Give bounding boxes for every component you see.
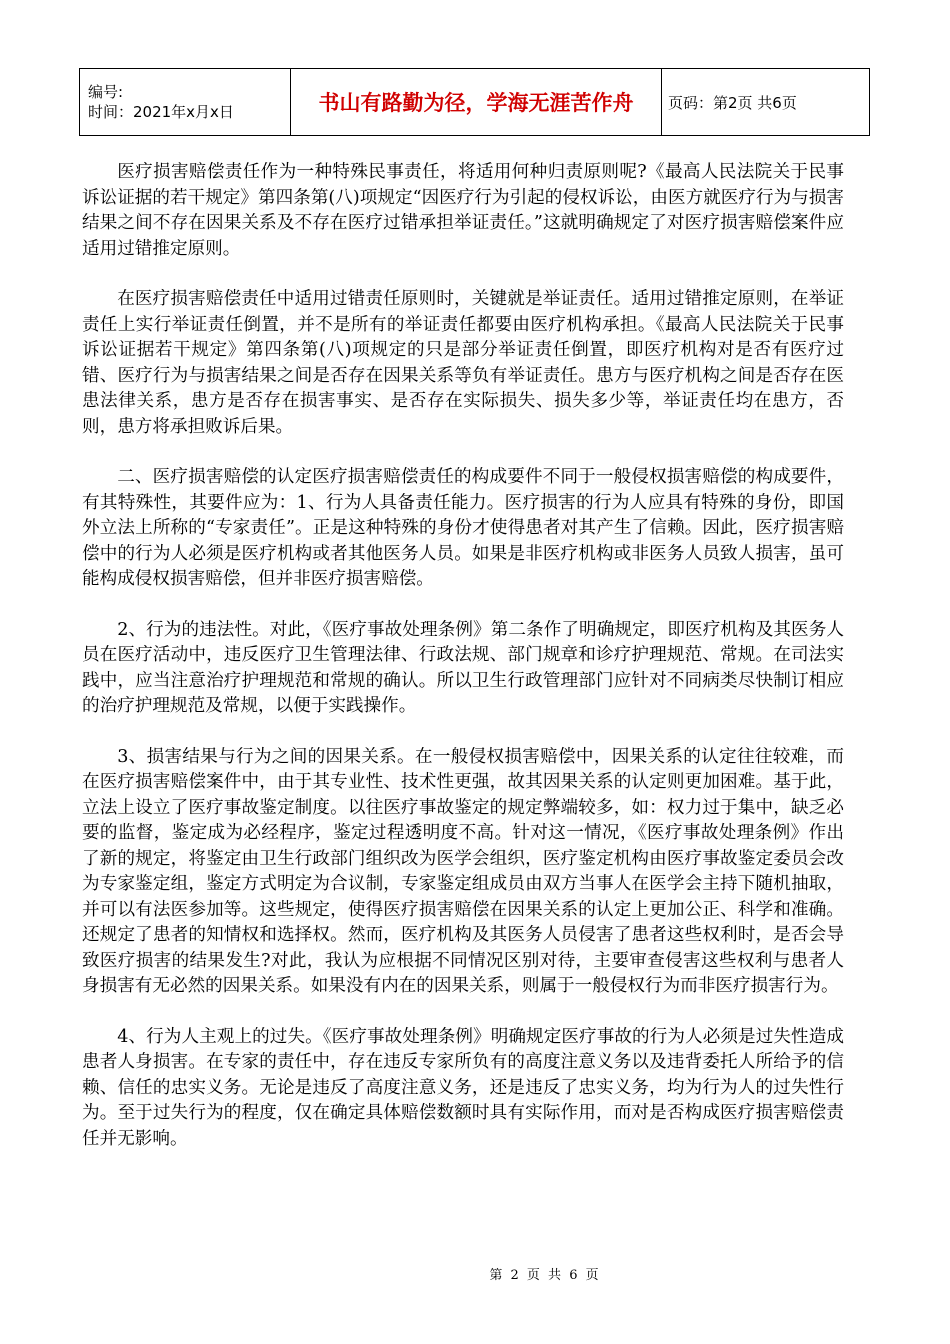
header-table bbox=[79, 68, 870, 136]
paragraph: 二、医疗损害赔偿的认定医疗损害赔偿责任的构成要件不同于一般侵权损害赔偿的构成要件，有其特殊性，其要件应为：1、行为人具备责任能力。医疗损害的行为人应具有特殊的身份，即国外立法上所称的“专家责任”。正是这种特殊的身份才使得患者对其产生了信赖。因此，医疗损害赔偿中的行为人必须是医疗机构或者其他医务人员。如果是非医疗机构或非医务人员致人损害，虽可能构成侵权损害赔偿，但并非医疗损害赔偿。 bbox=[82, 467, 844, 589]
paragraph: 医疗损害赔偿责任作为一种特殊民事责任，将适用何种归责原则呢?《最高人民法院关于民事诉讼证据的若干规定》第四条第(八)项规定“因医疗行为引起的侵权诉讼，由医方就医疗行为与损害结果之间不存在因果关系及不存在医疗过错承担举证责任。”这就明确规定了对医疗损害赔偿案件应适用过错推定原则。 bbox=[82, 162, 844, 259]
page-footer: 第 2 页 共 6 页 bbox=[489, 1268, 601, 1283]
document-number-label: 编号: bbox=[88, 83, 124, 101]
paragraph: 3、损害结果与行为之间的因果关系。在一般侵权损害赔偿中，因果关系的认定往往较难，而在医疗损害赔偿案件中，由于其专业性、技术性更强，故其因果关系的认定则更加困难。基于此，立法上设立了医疗事故鉴定制度。以往医疗事故鉴定的规定弊端较多，如：权力过于集中，缺乏必要的监督，鉴定成为必经程序，鉴定过程透明度不高。针对这一情况，《医疗事故处理条例》作出了新的规定，将鉴定由卫生行政部门组织改为医学会组织，医疗鉴定机构由医疗事故鉴定委员会改为专家鉴定组，鉴定方式明定为合议制，专家鉴定组成员由双方当事人在医学会主持下随机抽取，并可以有法医参加等。这些规定，使得医疗损害赔偿在因果关系的认定上更加公正、科学和准确。还规定了患者的知情权和选择权。然而，医疗机构及其医务人员侵害了患者这些权利时，是否会导致医疗损害的结果发生?对此，我认为应根据不同情况区别对待，主要审查侵害这些权利与患者人身损害有无必然的因果关系。如果没有内在的因果关系，则属于一般侵权行为而非医疗损害行为。 bbox=[82, 746, 844, 996]
header-page-info: 页码：第2页 共6页 bbox=[662, 69, 870, 136]
paragraph: 4、行为人主观上的过失。《医疗事故处理条例》明确规定医疗事故的行为人必须是过失性造成患者人身损害。在专家的责任中，存在违反专家所负有的高度注意义务以及违背委托人所给予的信赖、信任的忠实义务。无论是违反了高度注意义务，还是违反了忠实义务，均为行为人的过失性行为。至于过失行为的程度，仅在确定具体赔偿数额时具有实际作用，而对是否构成医疗损害赔偿责任并无影响。 bbox=[82, 1026, 844, 1149]
paragraph: 在医疗损害赔偿责任中适用过错责任原则时，关键就是举证责任。适用过错推定原则，在举证责任上实行举证责任倒置，并不是所有的举证责任都要由医疗机构承担。《最高人民法院关于民事诉讼证据若干规定》第四条第(八)项规定的只是部分举证责任倒置，即医疗机构对是否有医疗过错、医疗行为与损害结果之间是否存在因果关系等负有举证责任。患方与医疗机构之间是否存在医患法律关系，患方是否存在损害事实、是否存在实际损失、损失多少等，举证责任均在患方，否则，患方将承担败诉后果。 bbox=[82, 289, 844, 437]
header-meta-cell bbox=[80, 69, 291, 136]
paragraph: 2、行为的违法性。对此，《医疗事故处理条例》第二条作了明确规定，即医疗机构及其医务人员在医疗活动中，违反医疗卫生管理法律、行政法规、部门规章和诊疗护理规范、常规。在司法实践中，应当注意治疗护理规范和常规的确认。所以卫生行政管理部门应针对不同病类尽快制订相应的治疗护理规范及常规，以便于实践操作。 bbox=[82, 619, 844, 716]
document-body bbox=[82, 160, 844, 1177]
header-motto: 书山有路勤为径，学海无涯苦作舟 bbox=[291, 69, 662, 136]
document-date-label: 时间：2021年x月x日 bbox=[88, 103, 234, 121]
